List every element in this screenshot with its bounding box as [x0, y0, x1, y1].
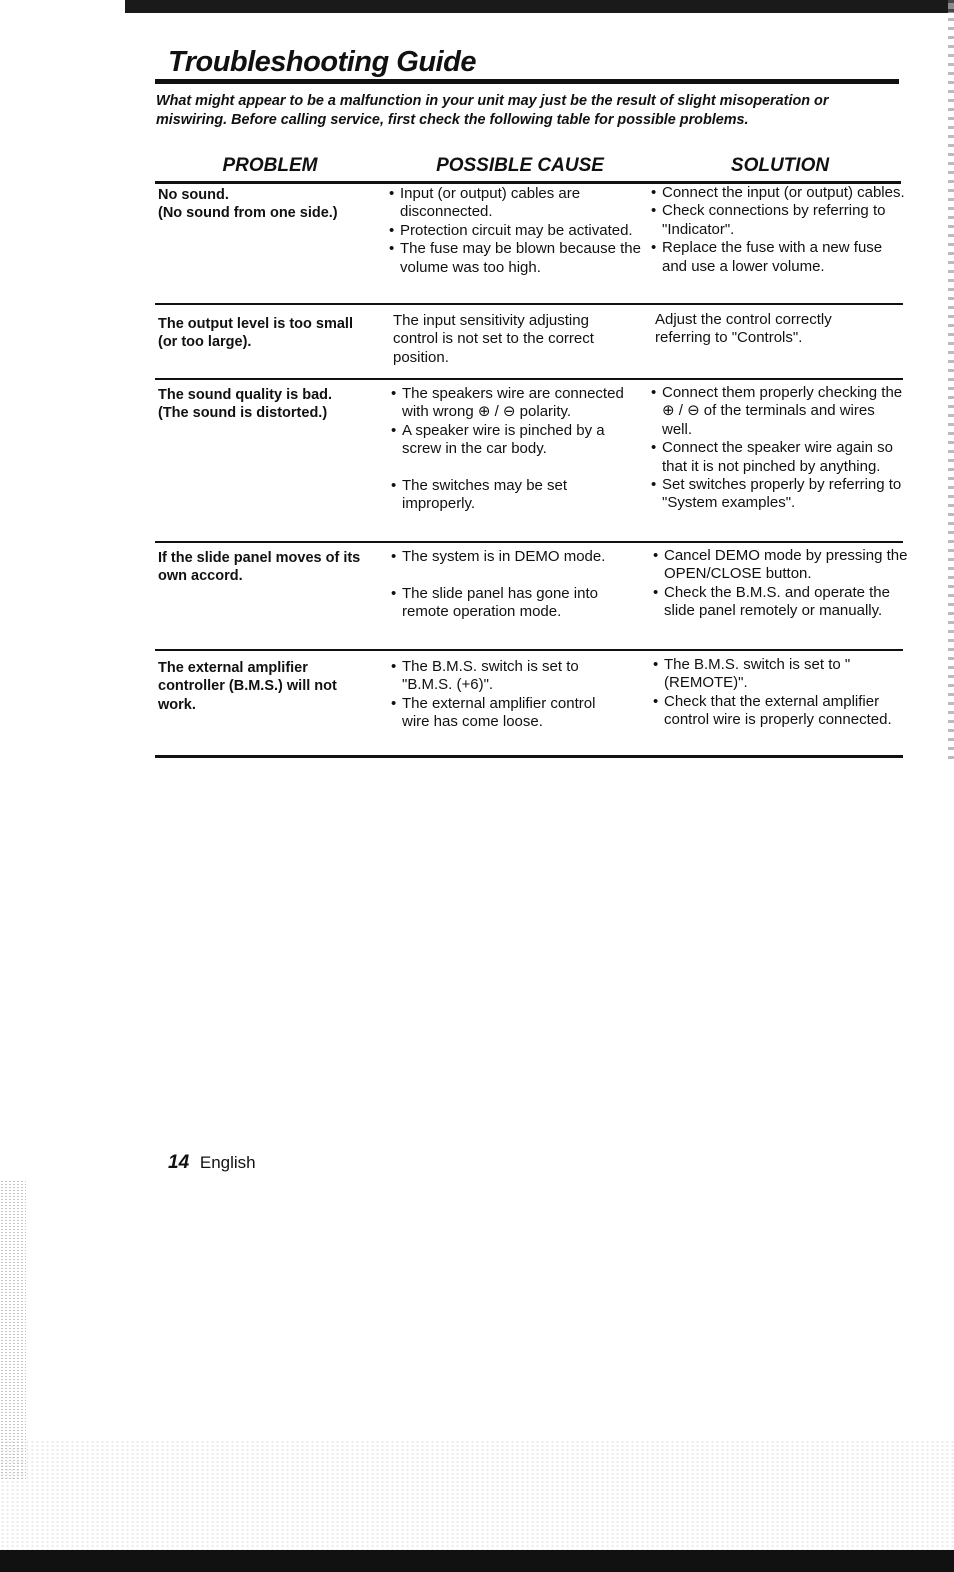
title-rule	[155, 79, 899, 84]
footer-language: English	[199, 1153, 256, 1172]
solution-item: • Connect the speaker wire again so that it is not pinched by anything.	[651, 439, 906, 476]
row-divider	[155, 541, 903, 543]
solution-text: Adjust the control correctly referring to "Controls".	[655, 311, 832, 347]
solution-cell	[655, 311, 870, 348]
solution-item: • Replace the fuse with a new fuse and use a lower volume.	[651, 239, 906, 276]
cause-cell	[393, 312, 633, 367]
problem-cell	[158, 186, 378, 223]
problem-line: The sound quality is bad.	[158, 387, 333, 403]
row-divider	[155, 378, 903, 380]
solution-item: • Check that the external amplifier control wire is properly connected.	[653, 693, 908, 730]
cause-item: • The slide panel has gone into remote operation mode.	[391, 585, 643, 622]
scan-bottom-bar	[0, 1550, 954, 1572]
page-number: 14	[168, 1152, 190, 1173]
header-problem: PROBLEM	[222, 155, 318, 176]
cause-item: • The B.M.S. switch is set to "B.M.S. (+6)".	[391, 658, 627, 695]
header-solution: SOLUTION	[730, 155, 830, 176]
cause-cell	[389, 185, 641, 277]
page-footer	[168, 1152, 256, 1174]
solution-item: • Check connections by referring to "Indicator".	[651, 202, 906, 239]
solution-item: • Check the B.M.S. and operate the slide panel remotely or manually.	[653, 584, 908, 621]
cause-item: • Protection circuit may be activated.	[389, 222, 641, 240]
scan-bottom-speckle	[0, 1440, 954, 1550]
problem-cell	[158, 659, 373, 714]
solution-item: • Connect them properly checking the ⊕ / ⊖ of the terminals and wires well.	[651, 384, 906, 439]
problem-line: No sound.	[158, 187, 229, 203]
solution-cell	[653, 547, 908, 621]
scan-top-bar	[125, 0, 954, 13]
problem-line: (No sound from one side.)	[158, 205, 338, 222]
row-divider	[155, 303, 903, 305]
page-title: Troubleshooting Guide	[168, 46, 476, 78]
solution-item: • Set switches properly by referring to "System examples".	[651, 476, 906, 513]
problem-line: (The sound is distorted.)	[158, 405, 328, 422]
cause-text: The input sensitivity adjusting control is not set to the correct position.	[393, 312, 594, 366]
solution-cell	[651, 384, 906, 513]
header-possible-cause: POSSIBLE CAUSE	[436, 155, 604, 176]
intro-text: What might appear to be a malfunction in your unit may just be the result of slight misoperation or miswiring. Before calling service, first check the following table for possible problems.	[156, 93, 829, 128]
row-divider	[155, 649, 903, 651]
solution-cell	[651, 184, 906, 276]
problem-line: If the slide panel moves of its own accord.	[158, 550, 361, 585]
problem-line: The output level is too small (or too large).	[158, 316, 353, 351]
cause-cell	[391, 548, 643, 622]
solution-item: • The B.M.S. switch is set to "(REMOTE)".	[653, 656, 908, 693]
cause-cell	[391, 658, 627, 732]
cause-item: • A speaker wire is pinched by a screw in the car body.	[391, 422, 631, 459]
problem-cell	[158, 549, 373, 586]
solution-item: • Connect the input (or output) cables.	[651, 184, 906, 202]
cause-item: • Input (or output) cables are disconnected.	[389, 185, 641, 222]
problem-cell	[158, 315, 358, 352]
problem-line: The external amplifier controller (B.M.S.) will not work.	[158, 660, 337, 713]
cause-cell	[391, 385, 631, 514]
problem-cell	[158, 386, 378, 423]
cause-item: • The speakers wire are connected with wrong ⊕ / ⊖ polarity.	[391, 385, 631, 422]
cause-item: • The system is in DEMO mode.	[391, 548, 643, 566]
cause-item: • The fuse may be blown because the volume was too high.	[389, 240, 641, 277]
table-end-rule	[155, 755, 903, 758]
solution-item: • Cancel DEMO mode by pressing the OPEN/CLOSE button.	[653, 547, 908, 584]
scan-right-edge	[948, 0, 954, 760]
cause-item: • The external amplifier control wire has come loose.	[391, 695, 627, 732]
scan-left-speckle	[0, 1180, 26, 1480]
solution-cell	[653, 656, 908, 730]
cause-item: • The switches may be set improperly.	[391, 477, 631, 514]
